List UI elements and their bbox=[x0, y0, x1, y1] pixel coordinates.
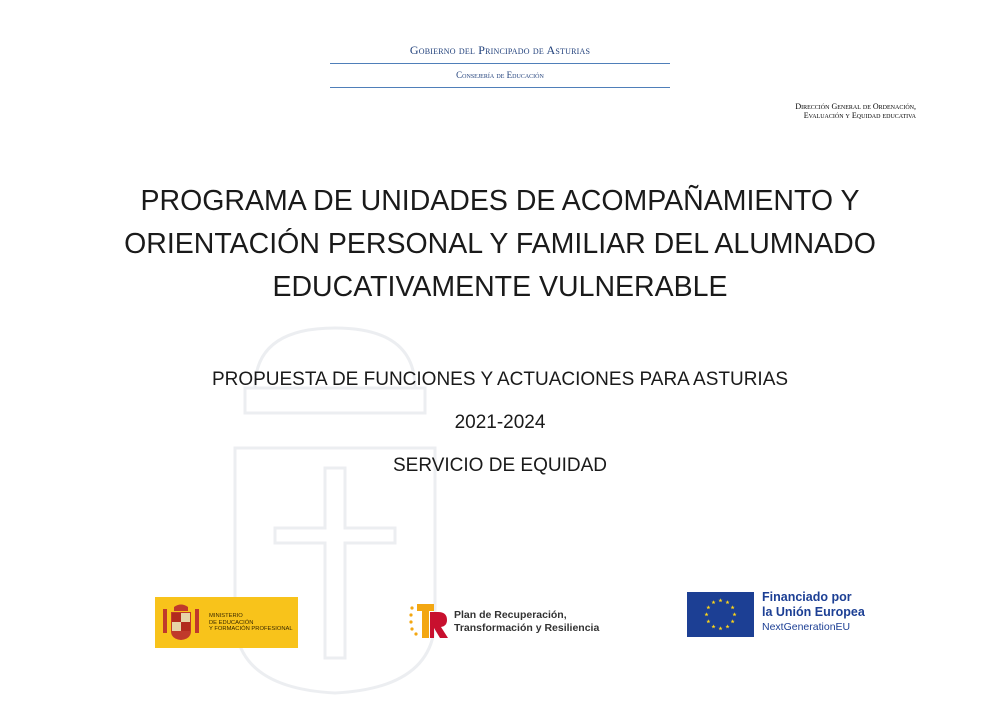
eu-line-1: Financiado por bbox=[762, 590, 852, 604]
spain-coat-of-arms-icon bbox=[163, 603, 199, 642]
eu-funding-logo bbox=[687, 590, 887, 644]
eu-line-2: la Unión Europea bbox=[762, 605, 865, 619]
recovery-line-1: Plan de Recuperación, bbox=[454, 609, 567, 621]
ministry-line-3: Y FORMACIÓN PROFESIONAL bbox=[209, 626, 293, 632]
document-title bbox=[100, 180, 900, 309]
direction-line-1: Dirección General de Ordenación, bbox=[795, 102, 916, 111]
direction-general-label bbox=[795, 102, 916, 120]
prtr-logo-icon bbox=[408, 600, 450, 640]
title-line-2: ORIENTACIÓN PERSONAL Y FAMILIAR DEL ALUMNADO bbox=[124, 228, 876, 260]
service-subtitle: SERVICIO DE EQUIDAD bbox=[393, 455, 607, 476]
government-header: Gobierno del Principado de Asturias bbox=[409, 43, 591, 57]
ministry-line-2: DE EDUCACIÓN bbox=[209, 619, 254, 626]
title-line-1: PROGRAMA DE UNIDADES DE ACOMPAÑAMIENTO Y bbox=[140, 185, 860, 217]
years-subtitle: 2021-2024 bbox=[454, 412, 546, 433]
proposal-subtitle: PROPUESTA DE FUNCIONES Y ACTUACIONES PARA ASTURIAS bbox=[211, 369, 789, 390]
department-header: Consejería de Educación bbox=[456, 70, 544, 80]
header-divider-bottom bbox=[330, 87, 670, 88]
eu-funding-text bbox=[762, 590, 865, 635]
header-divider-top bbox=[330, 63, 670, 64]
title-line-3: EDUCATIVAMENTE VULNERABLE bbox=[272, 271, 728, 303]
recovery-plan-name bbox=[454, 609, 599, 635]
ministry-logo bbox=[155, 597, 298, 648]
ministry-name bbox=[209, 613, 293, 633]
recovery-plan-logo bbox=[408, 598, 618, 642]
recovery-line-2: Transformación y Resiliencia bbox=[454, 622, 600, 634]
eu-flag-icon bbox=[687, 592, 754, 637]
ministry-line-1: MINISTERIO bbox=[209, 613, 243, 619]
eu-line-3: NextGenerationEU bbox=[762, 621, 851, 633]
direction-line-2: Evaluación y Equidad educativa bbox=[803, 111, 916, 120]
